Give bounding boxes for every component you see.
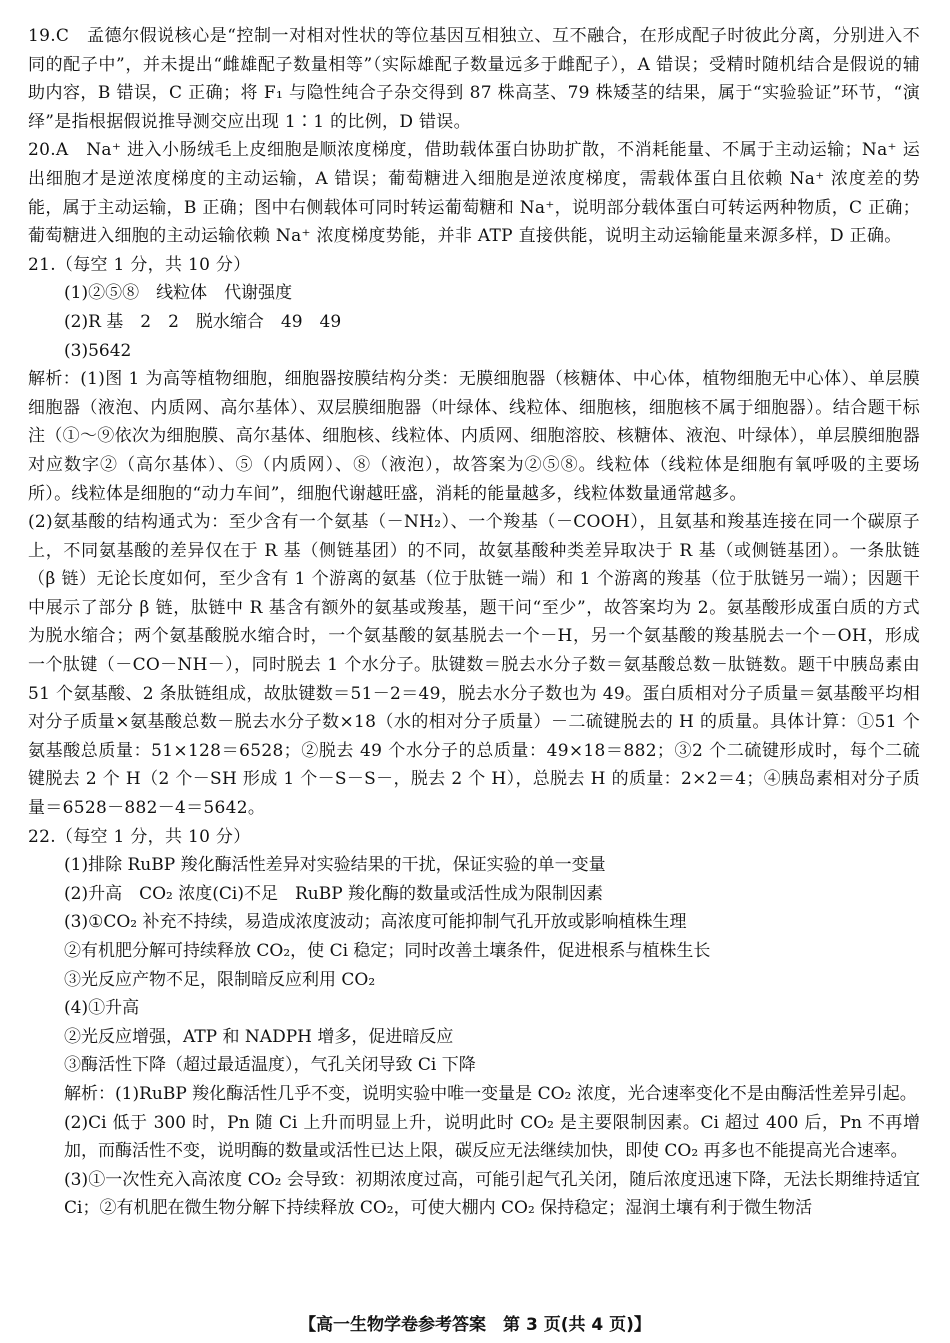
answer-22-2: (2)升高 CO₂ 浓度(Ci)不足 RuBP 羧化酶的数量或活性成为限制因素: [64, 883, 604, 904]
answer-21: [28, 251, 920, 823]
answer-22-3-3: ③光反应产物不足，限制暗反应利用 CO₂: [64, 969, 376, 990]
answer-22-explanation-1: 解析：(1)RuBP 羧化酶活性几乎不变，说明实验中唯一变量是 CO₂ 浓度，光合速率变化不是由酶活性差异引起。: [64, 1083, 917, 1104]
answer-22-3-1: (3)①CO₂ 补充不持续，易造成浓度波动；高浓度可能抑制气孔开放或影响植株生理: [64, 912, 687, 933]
answer-22-4-1: (4)①升高: [64, 998, 140, 1019]
answer-22-4-2: ②光反应增强，ATP 和 NADPH 增多，促进暗反应: [64, 1026, 454, 1047]
answer-21-header: 21.（每空 1 分，共 10 分）: [28, 254, 251, 275]
answer-22-4-3: ③酶活性下降（超过最适温度），气孔关闭导致 Ci 下降: [64, 1055, 476, 1076]
answer-21-explanation-1: 解析：(1)图 1 为高等植物细胞，细胞器按膜结构分类：无膜细胞器（核糖体、中心体，植物细胞无中心体）、单层膜细胞器（液泡、内质网、高尔基体）、双层膜细胞器（叶绿体、线粒体、细胞核，细胞核不属于细胞器）。结合题干标注（①～⑨依次为细胞膜、高尔基体、细胞核、线粒体、内质网、细胞溶胶、核糖体、液泡、叶绿体），单层膜细胞器对应数字②（高尔基体）、⑤（内质网）、⑧（液泡），故答案为②⑤⑧。线粒体（线粒体是细胞有氧呼吸的主要场所）。线粒体是细胞的“动力车间”，细胞代谢越旺盛，消耗的能量越多，线粒体数量通常越多。: [28, 369, 920, 504]
answer-20: 20.A Na⁺ 进入小肠绒毛上皮细胞是顺浓度梯度，借助载体蛋白协助扩散，不消耗能量、不属于主动运输；Na⁺ 运出细胞才是逆浓度梯度的主动运输，A 错误；葡萄糖进入细胞是逆浓度梯度，需载体蛋白且依赖 Na⁺ 浓度差的势能，属于主动运输，B 正确；图中右侧载体可同时转运葡萄糖和 Na⁺，说明部分载体蛋白可转运两种物质，C 正确；葡萄糖进入细胞的主动运输依赖 Na⁺ 浓度梯度势能，并非 ATP 直接供能，说明主动运输能量来源多样，D 正确。: [28, 140, 920, 247]
answer-22: [28, 823, 920, 1223]
answer-22-3-2: ②有机肥分解可持续释放 CO₂，使 Ci 稳定；同时改善土壤条件，促进根系与植株生长: [64, 941, 711, 961]
answer-22-explanation-2: (2)Ci 低于 300 时，Pn 随 Ci 上升而明显上升，说明此时 CO₂ 是主要限制因素。Ci 超过 400 后，Pn 不再增加，而酶活性不变，说明酶的数量或活性已达上限，碳反应无法继续加快，即使 CO₂ 再多也不能提高光合速率。: [64, 1112, 920, 1162]
answer-22-explanation-3: (3)①一次性充入高浓度 CO₂ 会导致：初期浓度过高，可能引起气孔关闭，随后浓度迅速下降，无法长期维持适宜 Ci；②有机肥在微生物分解下持续释放 CO₂，可使大棚内 CO₂ 保持稳定；湿润土壤有利于微生物活: [64, 1169, 920, 1219]
answer-21-2: (2)R 基 2 2 脱水缩合 49 49: [64, 311, 342, 332]
page-footer: 【高一生物学卷参考答案 第 3 页(共 4 页)】: [299, 1315, 651, 1335]
answer-21-explanation-2: (2)氨基酸的结构通式为：至少含有一个氨基（－NH₂）、一个羧基（－COOH），且氨基和羧基连接在同一个碳原子上，不同氨基酸的差异仅在于 R 基（侧链基团）的不同，故氨基酸种类差异取决于 R 基（或侧链基团）。一条肽链（β 链）无论长度如何，至少含有 1 个游离的氨基（位于肽链一端）和 1 个游离的羧基（位于肽链另一端）；因题干中展示了部分 β 链，肽链中 R 基含有额外的氨基或羧基，题干问“至少”，故答案均为 2。氨基酸形成蛋白质的方式为脱水缩合；两个氨基酸脱水缩合时，一个氨基酸的氨基脱去一个－H，另一个氨基酸的羧基脱去一个－OH，形成一个肽键（－CO－NH－），同时脱去 1 个水分子。肽键数＝脱去水分子数＝氨基酸总数－肽链数。题干中胰岛素由 51 个氨基酸、2 条肽链组成，故肽键数＝51－2＝49，脱去水分子数也为 49。蛋白质相对分子质量＝氨基酸平均相对分子质量×氨基酸总数－脱去水分子数×18（水的相对分子质量）－二硫键脱去的 H 的质量。具体计算：①51 个氨基酸总质量：51×128＝6528；②脱去 49 个水分子的总质量：49×18＝882；③2 个二硫键形成时，每个二硫键脱去 2 个 H（2 个－SH 形成 1 个－S－S－，脱去 2 个 H），总脱去 H 的质量：2×2＝4；④胰岛素相对分子质量＝6528－882－4＝5642。: [28, 512, 920, 819]
answer-19: 19.C 孟德尔假说核心是“控制一对相对性状的等位基因互相独立、互不融合，在形成配子时彼此分离，分别进入不同的配子中”，并未提出“雌雄配子数量相等”（实际雄配子数量远多于雌配子），A 错误；受精时随机结合是假说的辅助内容，B 错误，C 正确；将 F₁ 与隐性纯合子杂交得到 87 株高茎、79 株矮茎的结果，属于“实验验证”环节，“演绎”是指根据假说推导测交应出现 1∶1 的比例，D 错误。: [28, 26, 920, 132]
answer-21-3: (3)5642: [64, 340, 132, 361]
answer-21-1: (1)②⑤⑧ 线粒体 代谢强度: [64, 283, 293, 304]
answer-22-1: (1)排除 RuBP 羧化酶活性差异对实验结果的干扰，保证实验的单一变量: [64, 855, 606, 876]
answer-22-header: 22.（每空 1 分，共 10 分）: [28, 826, 251, 847]
